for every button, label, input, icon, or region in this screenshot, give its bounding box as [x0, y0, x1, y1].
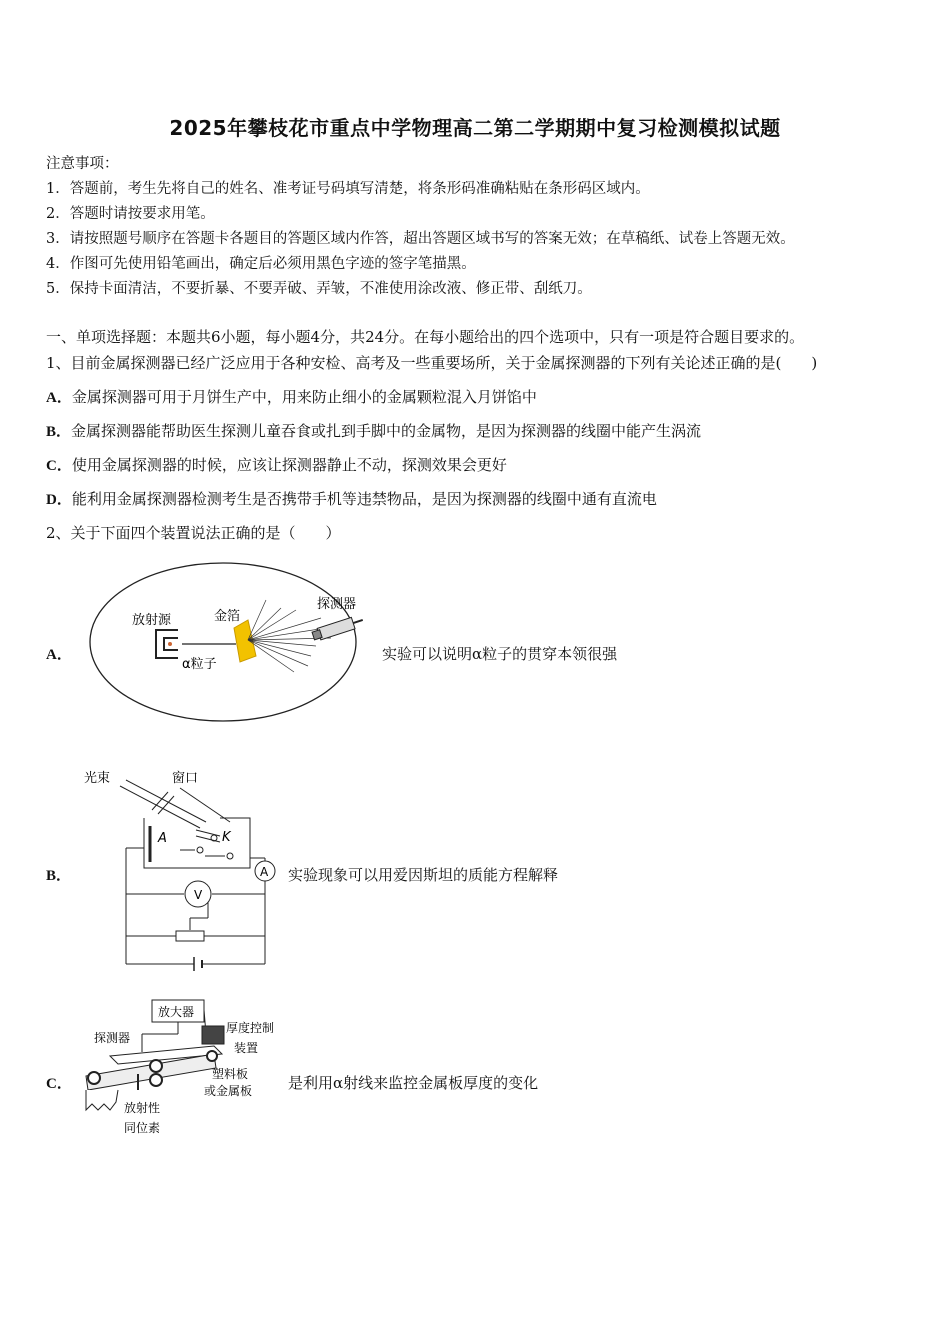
option-text: 使用金属探测器的时候，应该让探测器静止不动，探测效果会更好	[71, 456, 507, 474]
notice-item: 2．答题时请按要求用笔。	[46, 206, 215, 222]
option-b-letter	[46, 864, 71, 885]
roller	[150, 1074, 162, 1086]
option-letter: A．	[46, 390, 72, 406]
option-text: 能利用金属探测器检测考生是否携带手机等违禁物品，是因为探测器的线圈中通有直流电	[71, 490, 657, 508]
circuit	[126, 848, 265, 971]
amplifier-label: 放大器	[158, 1005, 195, 1019]
question-stem: 1、目前金属探测器已经广泛应用于各种安检、高考及一些重要场所，关于金属探测器的下列有关论述正确的是( )	[46, 354, 818, 372]
source-box	[156, 630, 178, 658]
control-label-1: 厚度控制	[226, 1021, 275, 1035]
voltmeter-label: V	[194, 888, 203, 902]
page-title: 2025年攀枝花市重点中学物理高二第二学期期中复习检测模拟试题	[169, 116, 781, 140]
notice-item: 3．请按照题号顺序在答题卡各题目的答题区域内作答，超出答题区域书写的答案无效；在草稿纸、试卷上答题无效。	[46, 231, 795, 247]
option-a-letter	[46, 643, 72, 664]
particle-label: α粒子	[182, 657, 217, 672]
notice-heading: 注意事项：	[46, 156, 119, 172]
ammeter-label: A	[260, 865, 269, 879]
section-heading: 一、单项选择题：本题共6小题，每小题4分，共24分。在每小题给出的四个选项中，只有一项是符合题目要求的。	[46, 328, 805, 346]
roller	[207, 1051, 217, 1061]
roller	[150, 1060, 162, 1072]
paper-edge	[86, 1090, 118, 1110]
option-b	[46, 420, 701, 441]
question-stem: 2、关于下面四个装置说法正确的是（ ）	[46, 524, 341, 542]
option-letter: A．	[46, 647, 72, 663]
option-letter: C．	[46, 458, 72, 474]
tube	[120, 780, 250, 868]
alpha-scattering-figure	[86, 558, 371, 728]
electron	[227, 853, 233, 859]
source-dot	[168, 642, 172, 646]
source-label: 放射源	[132, 613, 172, 628]
vacuum-chamber	[90, 563, 356, 721]
isotope-label-1: 放射性	[124, 1101, 161, 1115]
notice-item: 1．答题前，考生先将自己的姓名、准考证号码填写清楚，将条形码准确粘贴在条形码区域内。	[46, 181, 650, 197]
option-letter: B．	[46, 868, 72, 884]
photoelectric-figure	[80, 766, 285, 976]
foil-label: 金箔	[214, 609, 241, 624]
beam-label: 光束	[84, 771, 111, 786]
detector-label: 探测器	[94, 1031, 131, 1045]
notice-item: 5．保持卡面清洁，不要折暴、不要弄破、弄皱，不准使用涂改液、修正带、刮纸刀。	[46, 281, 592, 297]
notice-item: 4．作图可先使用铅笔画出，确定后必须用黑色字迹的签字笔描黑。	[46, 256, 476, 272]
electron	[197, 847, 203, 853]
roller	[88, 1072, 100, 1084]
option-text: 实验现象可以用爱因斯坦的质能方程解释	[288, 866, 559, 884]
thickness-gauge-figure	[80, 994, 290, 1139]
control-label-2: 装置	[234, 1041, 259, 1055]
option-letter: C．	[46, 1076, 72, 1092]
option-text: 实验可以说明α粒子的贯穿本领很强	[382, 645, 618, 663]
cathode-label: K	[222, 830, 231, 845]
control-device	[202, 1026, 224, 1044]
isotope-label-2: 同位素	[124, 1121, 161, 1135]
option-text: 是利用α射线来监控金属板厚度的变化	[288, 1074, 539, 1092]
window-label: 窗口	[172, 771, 199, 786]
option-letter: D．	[46, 492, 72, 508]
option-a	[46, 386, 537, 407]
option-text: 金属探测器可用于月饼生产中，用来防止细小的金属颗粒混入月饼馅中	[71, 388, 537, 406]
option-c	[46, 454, 507, 475]
plate-label-1: 塑料板	[212, 1067, 249, 1081]
option-c-letter	[46, 1072, 72, 1093]
anode-label: A	[158, 831, 167, 846]
plate-label-2: 或金属板	[204, 1084, 253, 1098]
option-d	[46, 488, 657, 509]
option-letter: B．	[46, 424, 72, 440]
detector-label: 探测器	[317, 597, 357, 612]
option-text: 金属探测器能帮助医生探测儿童吞食或扎到手脚中的金属物，是因为探测器的线圈中能产生涡流	[71, 422, 702, 440]
